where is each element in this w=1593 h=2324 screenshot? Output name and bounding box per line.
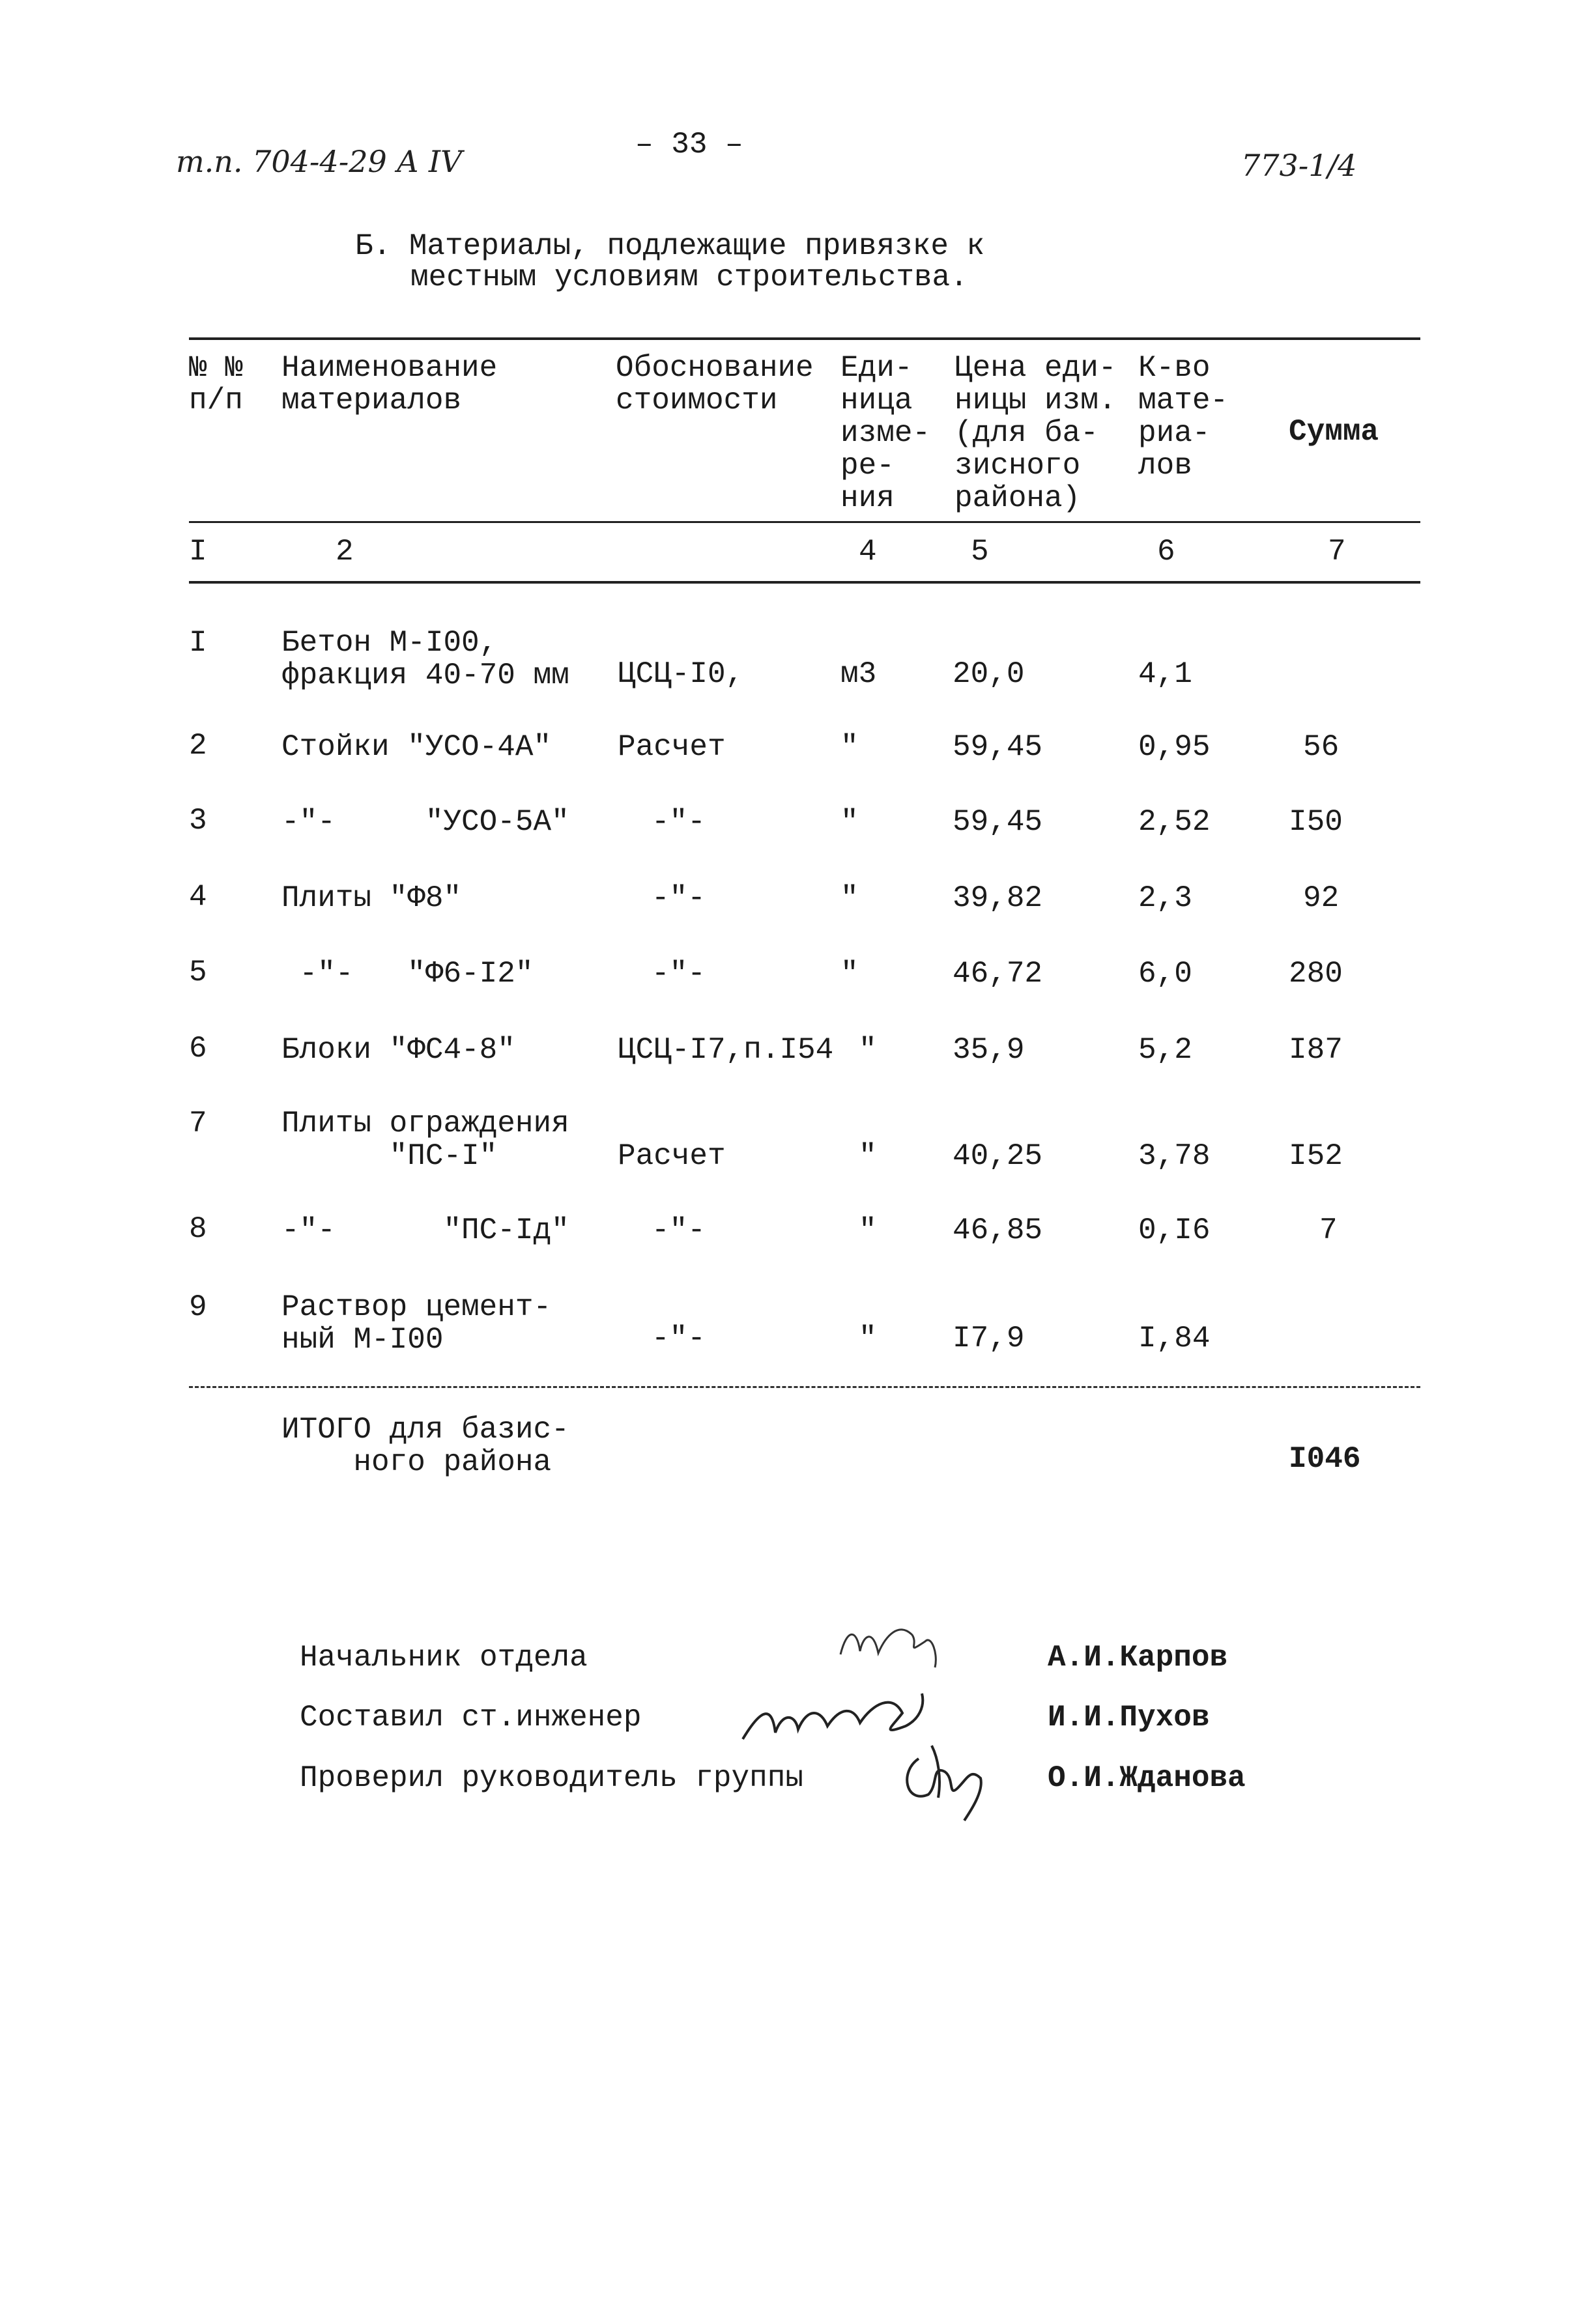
- signature-name-1: А.И.Карпов: [1048, 1641, 1228, 1675]
- row-6-unit: ": [859, 1033, 877, 1067]
- row-3-price: 59,45: [953, 805, 1043, 839]
- row-6-basis: ЦСЦ-I7,п.I54: [618, 1033, 834, 1067]
- row-5-name: -"- "Ф6-I2": [281, 957, 534, 991]
- column-header-number: № № п/п: [189, 351, 243, 418]
- column-number-1: I: [189, 535, 207, 569]
- column-number-2: 2: [336, 535, 354, 569]
- signature-name-3: О.И.Жданова: [1048, 1761, 1246, 1795]
- signature-role-2: Составил ст.инженер: [300, 1701, 642, 1735]
- row-5-number: 5: [189, 956, 207, 989]
- header-bottom-rule: [189, 521, 1420, 523]
- row-2-name: Стойки "УСО-4А": [281, 730, 552, 764]
- row-3-basis: -"-: [652, 805, 706, 839]
- row-8-price: 46,85: [953, 1213, 1043, 1247]
- total-label: ИТОГО для базис- ного района: [281, 1413, 569, 1479]
- row-8-unit: ": [859, 1213, 877, 1247]
- row-1-basis: ЦСЦ-I0,: [618, 657, 744, 691]
- numbering-bottom-rule: [189, 581, 1420, 584]
- column-header-price: Цена еди- ницы изм. (для ба- зисного района): [954, 351, 1117, 515]
- row-8-sum: 7: [1319, 1213, 1338, 1247]
- row-4-name: Плиты "Ф8": [281, 881, 462, 915]
- section-subtitle: местным условиям строительства.: [410, 261, 968, 294]
- signature-scribble-3: [893, 1733, 1003, 1824]
- row-3-unit: ": [840, 805, 859, 839]
- row-5-basis: -"-: [652, 957, 706, 991]
- row-4-quantity: 2,3: [1138, 881, 1192, 915]
- row-7-price: 40,25: [953, 1139, 1043, 1173]
- row-6-price: 35,9: [953, 1033, 1025, 1067]
- row-4-price: 39,82: [953, 881, 1043, 915]
- row-1-number: I: [189, 626, 207, 660]
- row-9-price: I7,9: [953, 1322, 1025, 1355]
- row-8-name: -"- "ПС-Iд": [281, 1213, 569, 1247]
- row-9-number: 9: [189, 1290, 207, 1324]
- row-7-number: 7: [189, 1107, 207, 1141]
- row-3-quantity: 2,52: [1138, 805, 1211, 839]
- row-2-quantity: 0,95: [1138, 730, 1211, 764]
- row-3-number: 3: [189, 804, 207, 838]
- column-number-6: 6: [1157, 535, 1175, 569]
- row-1-name: Бетон М-I00, фракция 40-70 мм: [281, 626, 569, 692]
- column-header-unit: Еди- ница изме- ре- ния: [840, 351, 931, 515]
- section-title: Б. Материалы, подлежащие привязке к: [355, 229, 985, 263]
- row-9-quantity: I,84: [1138, 1322, 1211, 1355]
- row-8-number: 8: [189, 1212, 207, 1246]
- row-7-sum: I52: [1289, 1139, 1343, 1173]
- table-bottom-rule: [189, 1386, 1420, 1388]
- row-4-number: 4: [189, 880, 207, 914]
- row-2-number: 2: [189, 729, 207, 763]
- row-5-quantity: 6,0: [1138, 957, 1192, 991]
- row-4-sum: 92: [1303, 881, 1340, 915]
- row-6-quantity: 5,2: [1138, 1033, 1192, 1067]
- row-6-sum: I87: [1289, 1033, 1343, 1067]
- table-top-rule: [189, 337, 1420, 340]
- signature-scribble-1: [827, 1615, 945, 1674]
- total-value: I046: [1289, 1442, 1361, 1476]
- row-8-quantity: 0,I6: [1138, 1213, 1211, 1247]
- column-number-4: 4: [859, 535, 877, 569]
- row-8-basis: -"-: [652, 1213, 706, 1247]
- row-5-sum: 280: [1289, 957, 1343, 991]
- row-2-unit: ": [840, 730, 859, 764]
- row-1-quantity: 4,1: [1138, 657, 1192, 691]
- row-2-basis: Расчет: [618, 730, 726, 764]
- row-2-price: 59,45: [953, 730, 1043, 764]
- row-3-sum: I50: [1289, 805, 1343, 839]
- column-header-quantity: К-во мате- риа- лов: [1138, 351, 1229, 483]
- row-5-unit: ": [840, 957, 859, 991]
- row-6-number: 6: [189, 1032, 207, 1066]
- row-7-quantity: 3,78: [1138, 1139, 1211, 1173]
- row-3-name: -"- "УСО-5А": [281, 805, 569, 839]
- row-5-price: 46,72: [953, 957, 1043, 991]
- row-7-basis: Расчет: [618, 1139, 726, 1173]
- row-2-sum: 56: [1303, 730, 1340, 764]
- column-header-sum: Сумма: [1289, 415, 1379, 449]
- row-7-unit: ": [859, 1139, 877, 1173]
- row-9-basis: -"-: [652, 1322, 706, 1355]
- signature-role-3: Проверил руководитель группы: [300, 1761, 803, 1795]
- row-9-name: Раствор цемент- ный М-I00: [281, 1290, 552, 1357]
- column-header-basis: Обоснование стоимости: [616, 351, 814, 418]
- sheet-code: 773-1/4: [1241, 148, 1357, 183]
- signature-role-1: Начальник отдела: [300, 1641, 588, 1675]
- row-4-basis: -"-: [652, 881, 706, 915]
- page-number: – 33 –: [635, 128, 743, 162]
- row-9-unit: ": [859, 1322, 877, 1355]
- row-1-price: 20,0: [953, 657, 1025, 691]
- column-number-7: 7: [1328, 535, 1346, 569]
- column-number-5: 5: [971, 535, 989, 569]
- row-7-name: Плиты ограждения "ПС-I": [281, 1107, 569, 1173]
- row-6-name: Блоки "ФС4-8": [281, 1033, 515, 1067]
- row-4-unit: ": [840, 881, 859, 915]
- document-code: т.п. 704-4-29 А IV: [176, 144, 463, 179]
- row-1-unit: м3: [840, 657, 877, 691]
- column-header-name: Наименование материалов: [281, 351, 498, 418]
- signature-name-2: И.И.Пухов: [1048, 1701, 1210, 1735]
